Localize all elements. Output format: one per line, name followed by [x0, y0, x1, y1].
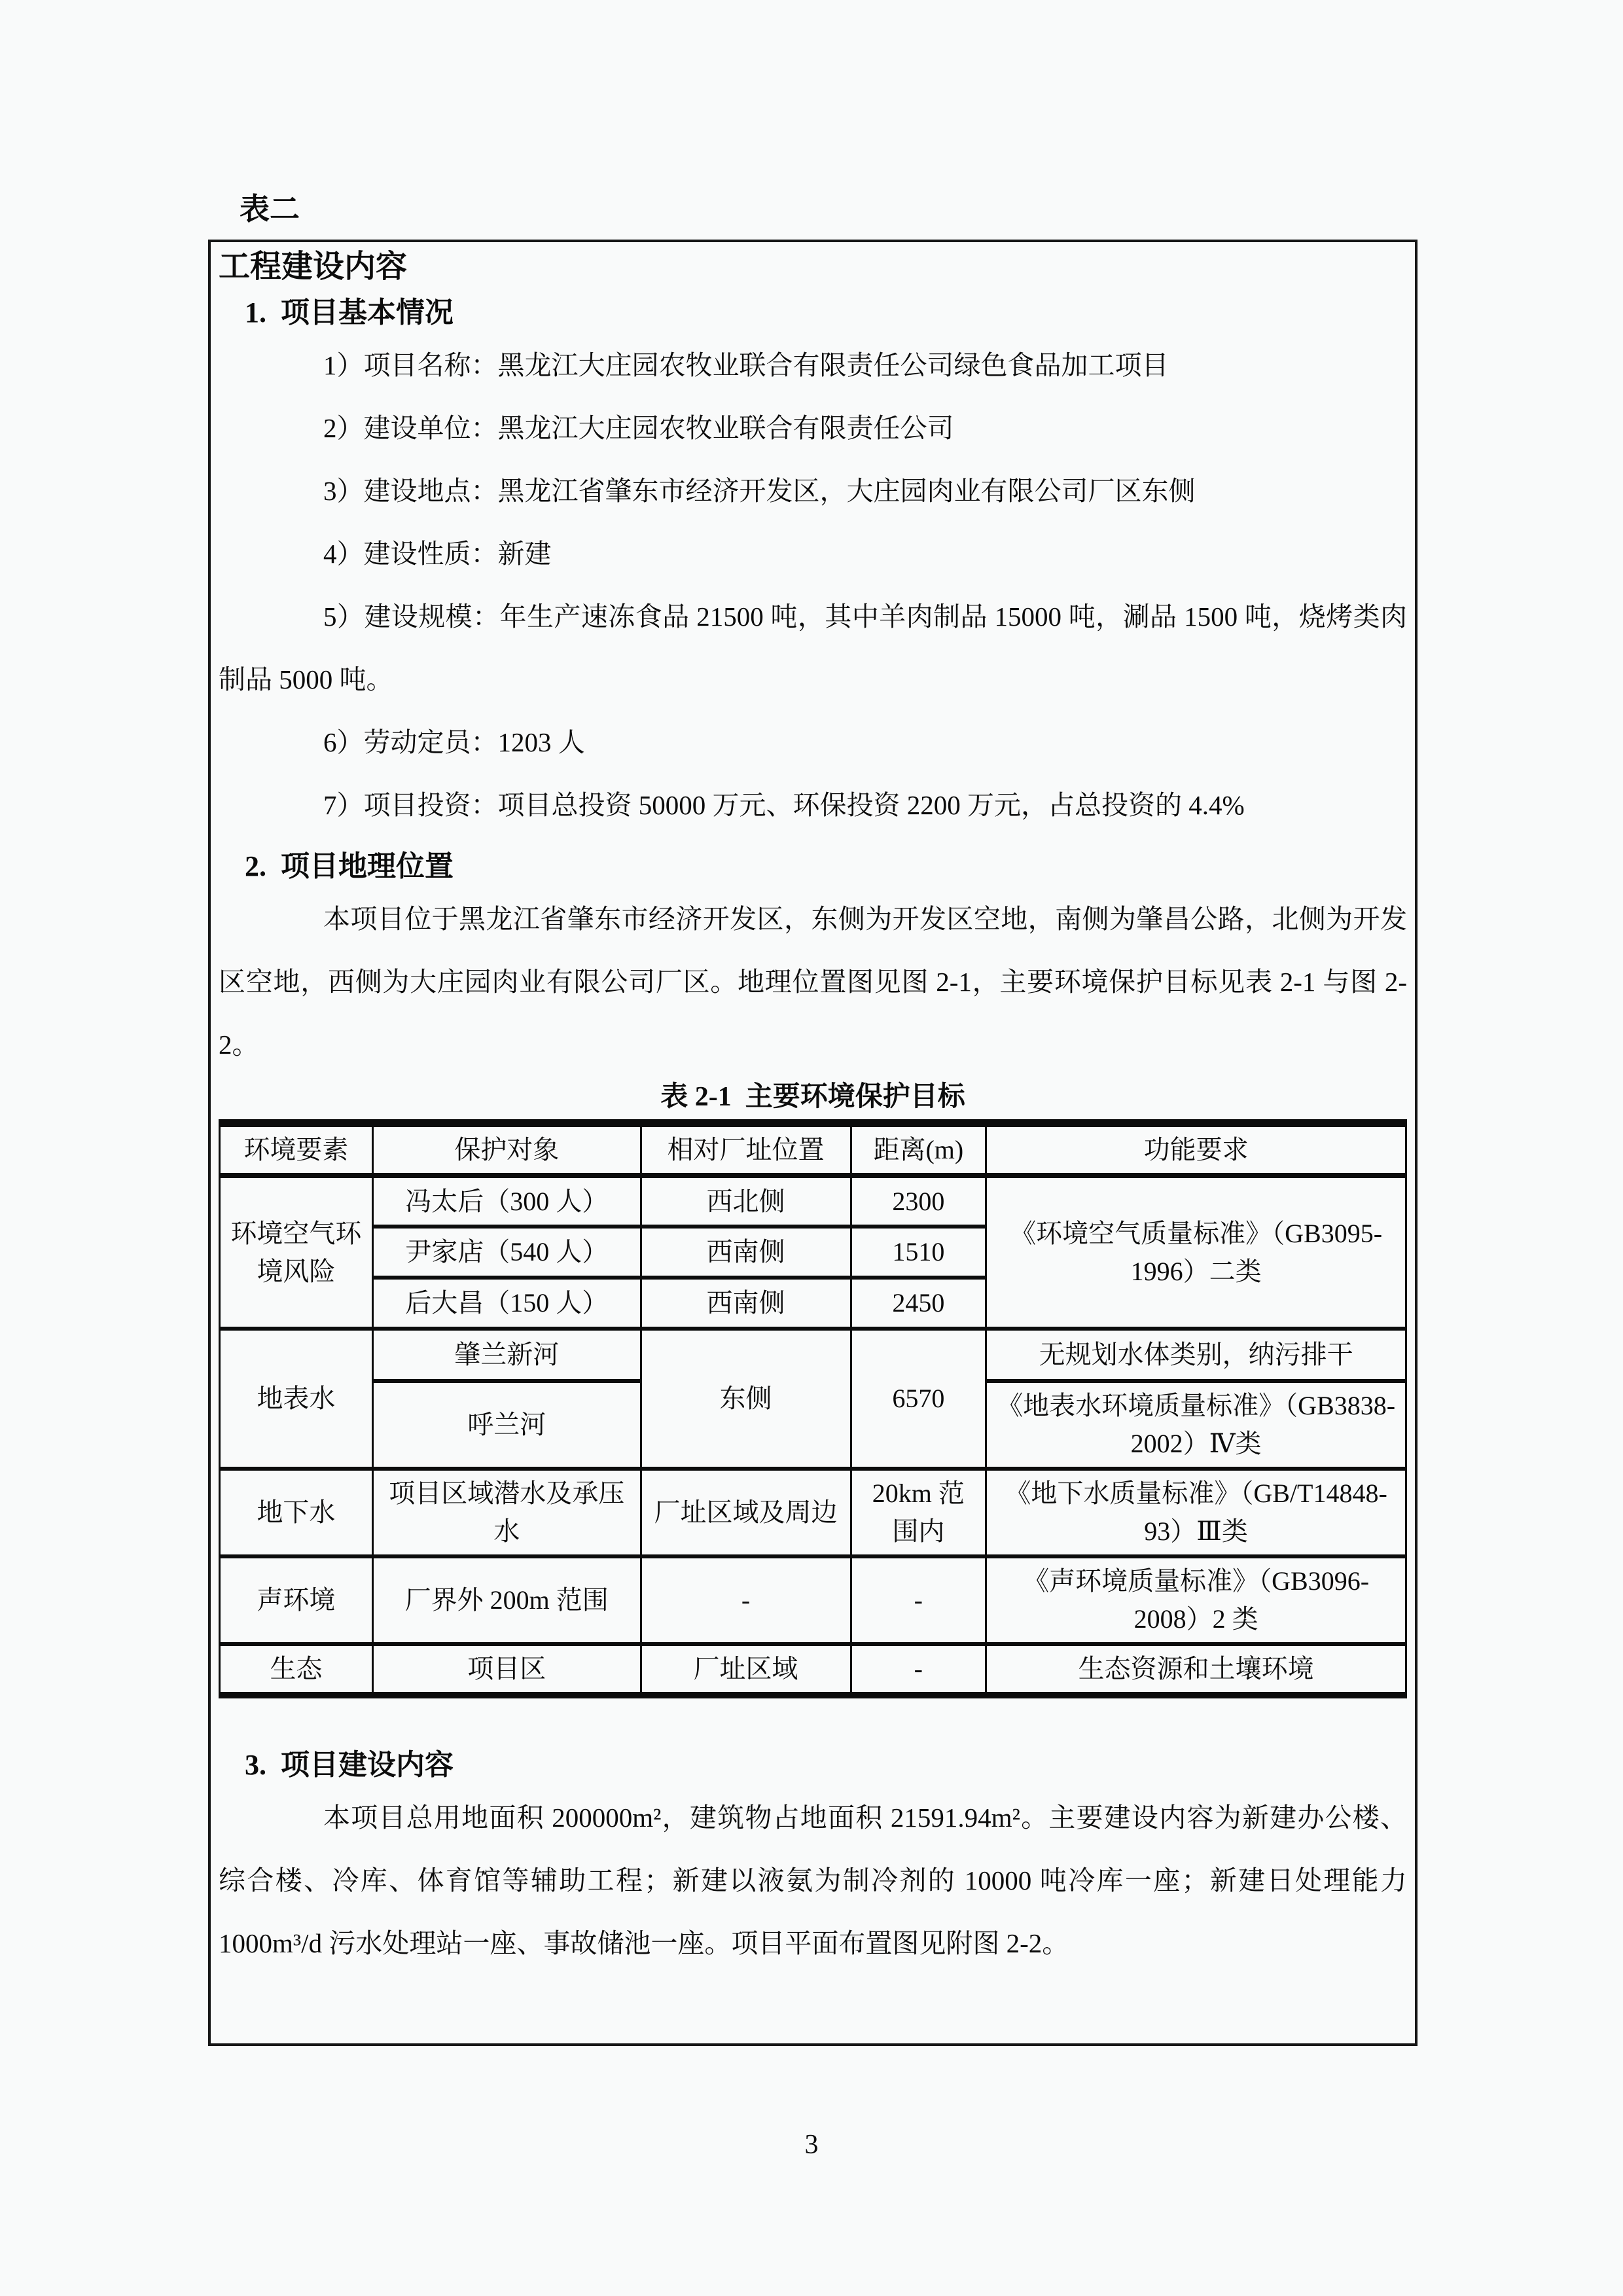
header-function-requirement: 功能要求: [986, 1123, 1406, 1175]
cell-groundwater-element: 地下水: [220, 1469, 373, 1556]
construction-paragraph: 本项目总用地面积 200000m²，建筑物占地面积 21591.94m²。主要建设内容为新建办公楼、综合楼、冷库、体育馆等辅助工程；新建以液氨为制冷剂的 10000 吨冷库一座；新建日处理能力 1000m³/d 污水处理站一座、事故储池一座。项目平面布置图见附图 2-2。: [219, 1803, 1414, 1958]
cell-groundwater-distance: 20km 范围内: [851, 1469, 986, 1556]
table-row-surface-water-1: [220, 1329, 1406, 1381]
cell-ecology-distance: -: [851, 1644, 986, 1695]
cell-ecology-element: 生态: [220, 1644, 373, 1695]
project-item-staff: 6）劳动定员：1203 人: [323, 727, 585, 757]
cell-surface-water-target-1: 肇兰新河: [372, 1329, 641, 1381]
table-row-noise: [220, 1556, 1406, 1644]
cell-noise-distance: -: [851, 1556, 986, 1644]
cell-ecology-requirement: 生态资源和土壤环境: [986, 1644, 1406, 1695]
cell-surface-water-distance: 6570: [851, 1329, 986, 1469]
cell-groundwater-target: 项目区域潜水及承压水: [372, 1469, 641, 1556]
header-protection-target: 保护对象: [372, 1123, 641, 1175]
cell-noise-target: 厂界外 200m 范围: [372, 1556, 641, 1644]
cell-air-requirement: 《环境空气质量标准》（GB3095-1996）二类: [986, 1175, 1406, 1329]
project-item-investment: 7）项目投资：项目总投资 50000 万元、环保投资 2200 万元，占总投资的 4.4%: [323, 790, 1245, 820]
table-row-ecology: [220, 1644, 1406, 1695]
cell-groundwater-requirement: 《地下水质量标准》（GB/T14848-93）Ⅲ类: [986, 1469, 1406, 1556]
cell-air-distance-2: 1510: [851, 1227, 986, 1278]
header-distance: 距离(m): [851, 1123, 986, 1175]
cell-ecology-position: 厂址区域: [641, 1644, 851, 1695]
cell-air-position-2: 西南侧: [641, 1227, 851, 1278]
project-item-nature: 4）建设性质：新建: [323, 539, 552, 569]
project-item-name: 1）项目名称：黑龙江大庄园农牧业联合有限责任公司绿色食品加工项目: [323, 350, 1169, 380]
cell-noise-requirement: 《声环境质量标准》（GB3096-2008）2 类: [986, 1556, 1406, 1644]
table-2-1-title: 表 2-1 主要环境保护目标: [660, 1082, 965, 1112]
cell-surface-water-requirement-1: 无规划水体类别，纳污排干: [986, 1329, 1406, 1381]
header-environment-element: 环境要素: [220, 1123, 373, 1175]
form-sheet-label: 表二: [240, 192, 300, 226]
cell-air-target-3: 后大昌（150 人）: [372, 1278, 641, 1329]
section-2-heading: 2. 项目地理位置: [245, 850, 454, 882]
cell-air-position-1: 西北侧: [641, 1175, 851, 1227]
table-row-groundwater: [220, 1469, 1406, 1556]
cell-noise-element: 声环境: [220, 1556, 373, 1644]
frame-title: 工程建设内容: [219, 249, 408, 284]
header-relative-position: 相对厂址位置: [641, 1123, 851, 1175]
location-paragraph: 本项目位于黑龙江省肇东市经济开发区，东侧为开发区空地，南侧为肇昌公路，北侧为开发区空地，西侧为大庄园肉业有限公司厂区。地理位置图见图 2-1，主要环境保护目标见表 2-1 与图 2-2。: [219, 904, 1407, 1060]
page-number: 3: [804, 2130, 819, 2160]
table-header-row: [220, 1123, 1406, 1175]
cell-air-target-2: 尹家店（540 人）: [372, 1227, 641, 1278]
cell-ecology-target: 项目区: [372, 1644, 641, 1695]
cell-air-distance-1: 2300: [851, 1175, 986, 1227]
cell-air-element: 环境空气环境风险: [220, 1175, 373, 1329]
cell-surface-water-target-2: 呼兰河: [372, 1381, 641, 1469]
section-3-heading: 3. 项目建设内容: [245, 1749, 454, 1781]
cell-surface-water-requirement-2: 《地表水环境质量标准》（GB3838-2002）Ⅳ类: [986, 1381, 1406, 1469]
table-row-air-1: [220, 1175, 1406, 1227]
cell-groundwater-position: 厂址区域及周边: [641, 1469, 851, 1556]
cell-air-distance-3: 2450: [851, 1278, 986, 1329]
cell-air-position-3: 西南侧: [641, 1278, 851, 1329]
cell-surface-water-position: 东侧: [641, 1329, 851, 1469]
project-item-scale: 5）建设规模：年生产速冻食品 21500 吨，其中羊肉制品 15000 吨，涮品 1500 吨，烧烤类肉制品 5000 吨。: [219, 601, 1407, 694]
project-item-owner: 2）建设单位：黑龙江大庄园农牧业联合有限责任公司: [323, 413, 954, 443]
section-1-heading: 1. 项目基本情况: [245, 296, 454, 329]
project-item-location: 3）建设地点：黑龙江省肇东市经济开发区，大庄园肉业有限公司厂区东侧: [323, 476, 1196, 506]
protection-targets-table: [219, 1119, 1407, 1698]
content-frame: [208, 240, 1418, 2046]
cell-air-target-1: 冯太后（300 人）: [372, 1175, 641, 1227]
cell-surface-water-element: 地表水: [220, 1329, 373, 1469]
cell-noise-position: -: [641, 1556, 851, 1644]
